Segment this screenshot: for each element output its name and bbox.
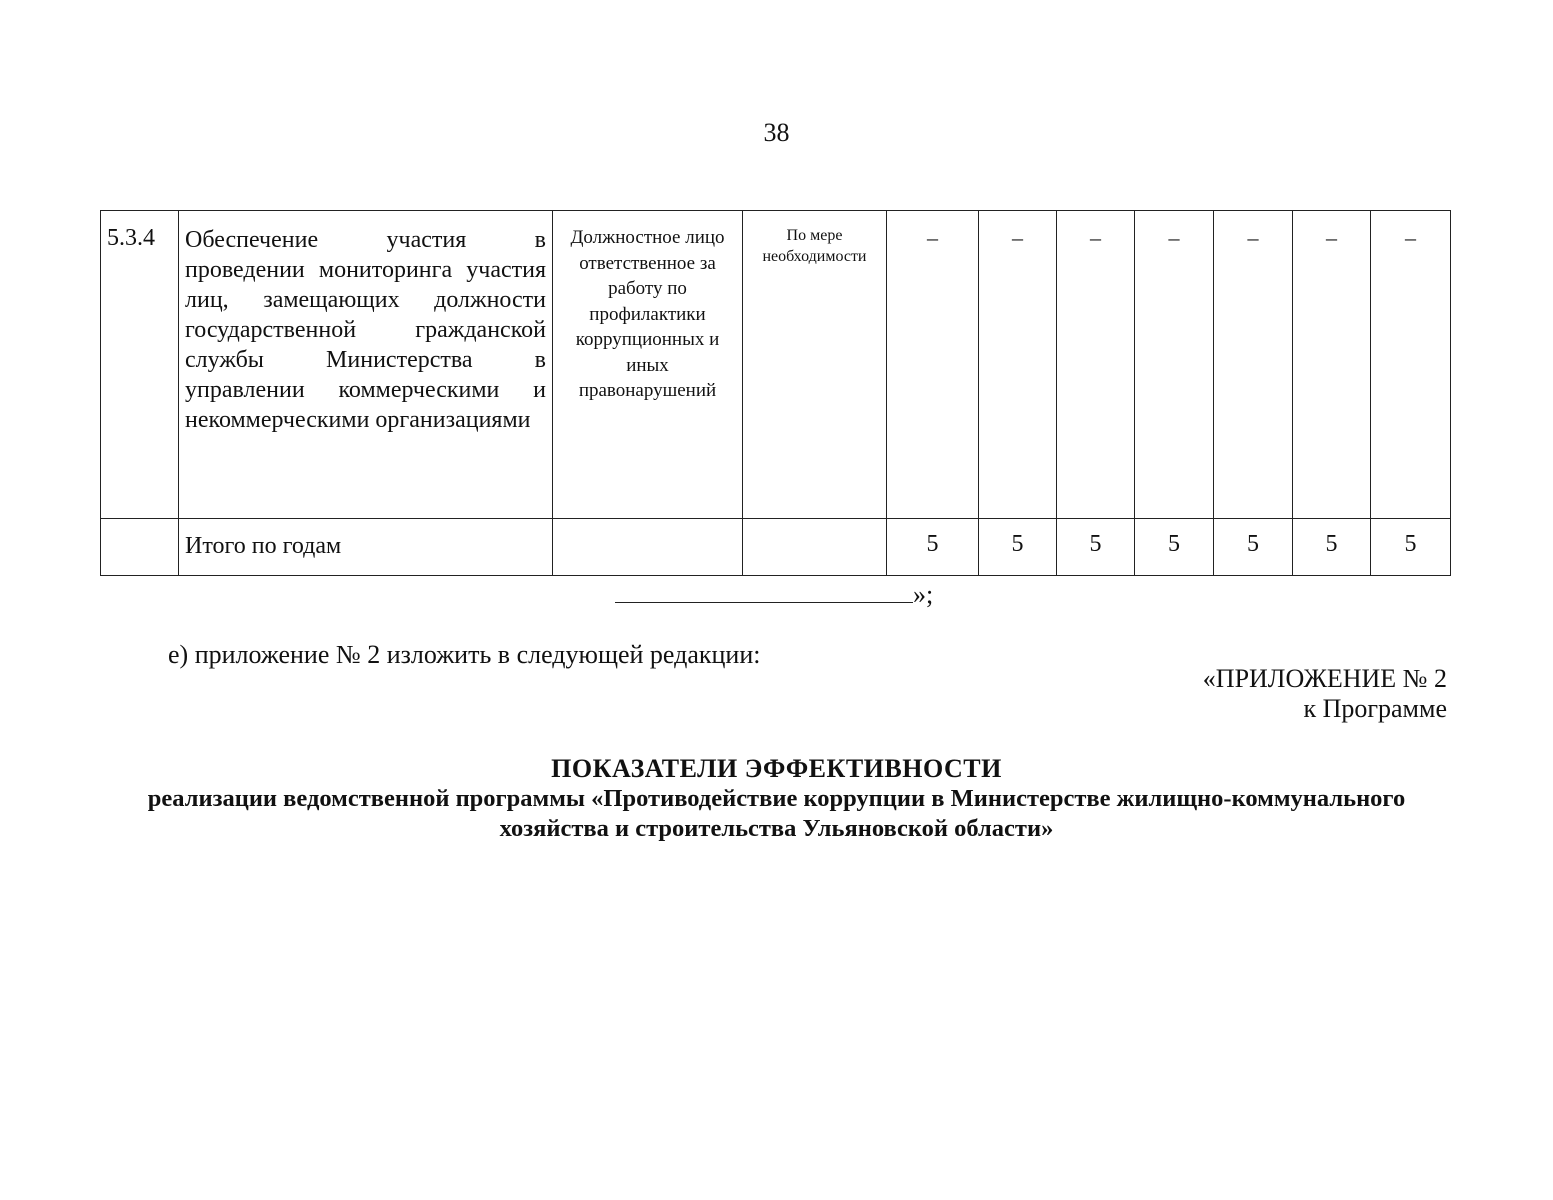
total-value-4: 5 <box>1135 519 1214 576</box>
appendix-title: «ПРИЛОЖЕНИЕ № 2 <box>1202 664 1447 693</box>
total-label: Итого по годам <box>179 519 553 576</box>
total-deadline <box>743 519 887 576</box>
closing-line <box>615 580 933 610</box>
measures-table <box>100 210 1451 576</box>
heading-subtitle-line1: реализации ведомственной программы «Противодействие коррупции в Министерстве жилищно-коммунального <box>147 785 1406 812</box>
heading-subtitle-line2: хозяйства и строительства Ульяновской области» <box>499 815 1054 842</box>
total-value-6: 5 <box>1293 519 1371 576</box>
total-value-1: 5 <box>887 519 979 576</box>
page-number: 38 <box>763 118 790 147</box>
appendix-label <box>1203 664 1447 724</box>
year-value-7: – <box>1371 211 1451 519</box>
signature-underline <box>615 602 913 603</box>
year-value-2: – <box>979 211 1057 519</box>
total-value-7: 5 <box>1371 519 1451 576</box>
year-value-6: – <box>1293 211 1371 519</box>
measure-title: Обеспечение участия в проведении мониторинга участия лиц, замещающих должности государственной гражданской службы Министерства в управлении коммерческими и некоммерческими организациями <box>179 211 553 519</box>
year-value-3: – <box>1057 211 1135 519</box>
total-value-2: 5 <box>979 519 1057 576</box>
year-value-5: – <box>1214 211 1293 519</box>
section-heading <box>0 754 1553 844</box>
heading-title: ПОКАЗАТЕЛИ ЭФФЕКТИВНОСТИ <box>551 754 1002 783</box>
instruction-text: е) приложение № 2 изложить в следующей редакции: <box>168 640 761 669</box>
year-value-1: – <box>887 211 979 519</box>
responsible-person: Должностное лицо ответственное за работу по профилактики коррупционных и иных правонарушений <box>553 211 743 519</box>
total-value-3: 5 <box>1057 519 1135 576</box>
table-row <box>101 211 1451 519</box>
deadline: По мере необходимости <box>743 211 887 519</box>
total-responsible <box>553 519 743 576</box>
total-row <box>101 519 1451 576</box>
total-row-number <box>101 519 179 576</box>
appendix-subtitle: к Программе <box>1303 694 1447 723</box>
year-value-4: – <box>1135 211 1214 519</box>
row-number: 5.3.4 <box>101 211 179 519</box>
closing-quote-mark: »; <box>913 580 934 609</box>
total-value-5: 5 <box>1214 519 1293 576</box>
